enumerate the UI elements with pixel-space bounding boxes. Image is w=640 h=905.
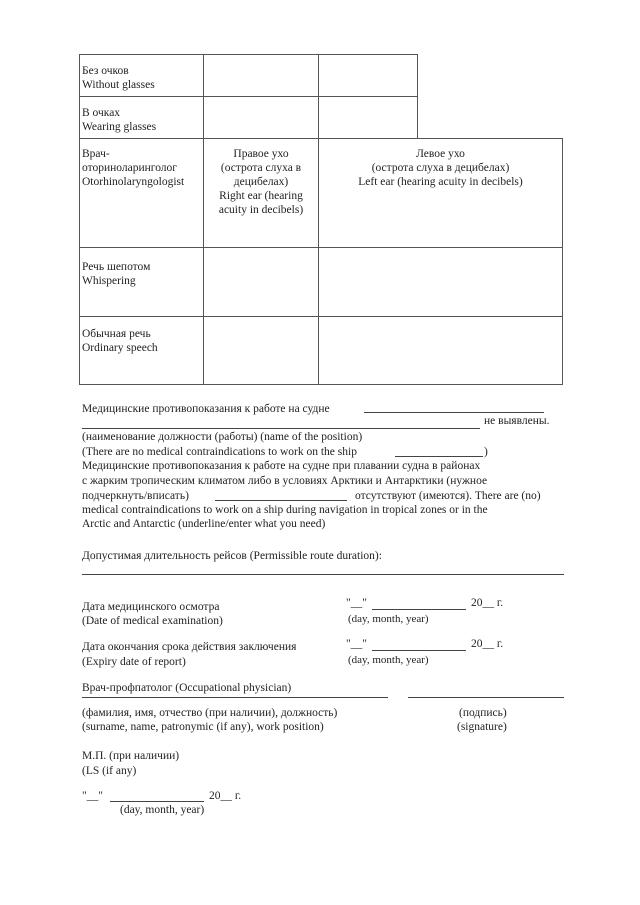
row-whisper-label: Речь шепотом Whispering [82, 261, 151, 287]
table-rule [318, 54, 319, 385]
contraindications-line-5: Медицинские противопоказания к работе на судне при плавании судна в районах [82, 460, 481, 472]
left-ear-header: Левое ухо (острота слуха в децибелах) Left ear (hearing acuity in decibels) [358, 148, 523, 188]
exam-date-year: 20__ г. [471, 597, 504, 609]
exam-date-day: "__" [346, 597, 367, 609]
expiry-date-day: "__" [346, 638, 367, 650]
right-ear-header: Правое ухо (острота слуха в децибелах) Right ear (hearing acuity in decibels) [218, 148, 304, 216]
row-ordinary-label: Обычная речь Ordinary speech [82, 328, 158, 354]
physician-name-blank[interactable] [82, 697, 388, 698]
physician-label: Врач-профпатолог (Occupational physician) [82, 682, 292, 694]
final-date-month-blank[interactable] [110, 801, 204, 802]
exam-date-label-en: (Date of medical examination) [82, 615, 223, 627]
table-rule [79, 384, 563, 385]
route-duration-blank[interactable] [82, 574, 564, 575]
ship-blank[interactable] [395, 456, 483, 457]
table-rule [79, 138, 563, 139]
row-wearing-glasses-label: В очках Wearing glasses [82, 107, 157, 133]
physician-signature-blank[interactable] [408, 697, 564, 698]
table-rule [203, 54, 204, 385]
signature-hint-ru: (подпись) [459, 707, 507, 719]
position-blank-2[interactable] [82, 428, 480, 429]
underline-enter-blank[interactable] [215, 500, 347, 501]
contraindications-line-8: medical contraindications to work on a ship during navigation in tropical zones or in the [82, 504, 488, 516]
table-rule [562, 138, 563, 385]
exam-date-hint: (day, month, year) [348, 613, 429, 625]
stamp-label-en: (LS (if any) [82, 765, 137, 777]
row-without-glasses-label: Без очков Without glasses [82, 65, 155, 91]
table-rule [79, 54, 418, 55]
final-date-hint: (day, month, year) [120, 804, 205, 816]
contraindications-line-6: с жарким тропическим климатом либо в условиях Арктики и Антарктики (нужное [82, 475, 488, 487]
contraindications-line-9: Arctic and Antarctic (underline/enter what you need) [82, 518, 326, 530]
position-blank-1[interactable] [364, 412, 544, 413]
table-rule [79, 96, 418, 97]
signature-hint-en: (signature) [457, 721, 507, 733]
contraindications-line-4: (There are no medical contraindications to work on the ship [82, 446, 357, 458]
physician-name-hint-en: (surname, name, patronymic (if any), work position) [82, 721, 324, 733]
stamp-label-ru: М.П. (при наличии) [82, 750, 180, 762]
exam-date-label: Дата медицинского осмотра [82, 601, 220, 613]
expiry-date-year: 20__ г. [471, 638, 504, 650]
expiry-date-month-blank[interactable] [372, 650, 466, 651]
table-rule [79, 54, 80, 385]
final-date-year: 20__ г. [209, 790, 242, 802]
route-duration-label: Допустимая длительность рейсов (Permissible route duration): [82, 550, 382, 562]
final-date-day: "__" [82, 790, 103, 802]
expiry-date-label: Дата окончания срока действия заключения [82, 641, 297, 653]
exam-date-month-blank[interactable] [372, 609, 466, 610]
table-rule [79, 316, 563, 317]
contraindications-line-1: Медицинские противопоказания к работе на судне [82, 403, 330, 415]
table-rule [79, 247, 563, 248]
contraindications-line-7-end: отсутствуют (имеются). There are (no) [355, 490, 541, 502]
expiry-date-hint: (day, month, year) [348, 654, 429, 666]
contraindications-line-4-end: ) [484, 446, 488, 458]
not-found-text: не выявлены. [484, 415, 550, 427]
contraindications-line-3: (наименование должности (работы) (name of the position) [82, 431, 363, 443]
ent-doctor-label: Врач- оториноларинголог Otorhinolaryngologist [82, 148, 185, 188]
contraindications-line-7: подчеркнуть/вписать) [82, 490, 189, 502]
expiry-date-label-en: (Expiry date of report) [82, 656, 186, 668]
physician-name-hint-ru: (фамилия, имя, отчество (при наличии), должность) [82, 707, 338, 719]
table-rule [417, 54, 418, 139]
